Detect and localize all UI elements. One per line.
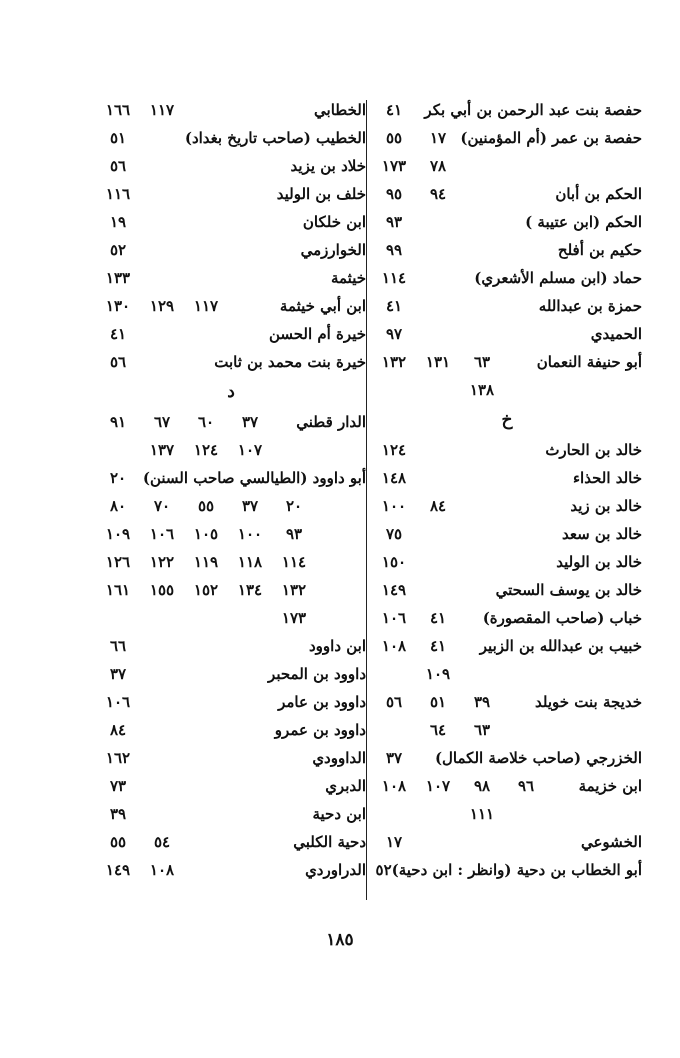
entry-name: أبو حنيفة النعمان xyxy=(536,353,642,371)
page-ref: ٣٧ xyxy=(241,497,259,515)
page-ref: ١٢٩ xyxy=(149,297,175,315)
page-ref: ٥٢ xyxy=(109,241,127,259)
page-ref: ٥١ xyxy=(109,129,127,147)
entry-page-refs xyxy=(372,152,460,180)
page-ref: ١٢٦ xyxy=(105,553,131,571)
entry-name: الداوودي xyxy=(312,749,366,767)
page-ref: ٣٧ xyxy=(109,665,127,683)
index-entry xyxy=(96,464,366,492)
page-ref: ٧٥ xyxy=(385,525,403,543)
page-ref: ٦٧ xyxy=(153,413,171,431)
index-column-left xyxy=(96,96,366,884)
entry-page-refs xyxy=(96,800,140,828)
entry-page-refs xyxy=(372,548,416,576)
entry-page-refs xyxy=(96,408,272,436)
entry-name: داوود بن عمرو xyxy=(274,721,366,739)
page-ref: ١٧٣ xyxy=(381,157,407,175)
index-entry xyxy=(96,828,366,856)
index-entry xyxy=(96,688,366,716)
page-ref: ٥٤ xyxy=(153,833,171,851)
page-ref: ٩٣ xyxy=(385,213,403,231)
section-letter: د xyxy=(227,382,235,402)
column-divider xyxy=(366,100,367,900)
index-entry xyxy=(372,548,642,576)
entry-name: ابن أبي خيثمة xyxy=(279,297,366,315)
entry-page-refs xyxy=(96,436,272,464)
entry-name: خديجة بنت خويلد xyxy=(535,693,642,711)
page-ref: ١٠٧ xyxy=(425,777,451,795)
page-ref: ٩٦ xyxy=(517,777,535,795)
page-ref: ٩٤ xyxy=(429,185,447,203)
page-ref: ١٣١ xyxy=(425,353,451,371)
page-ref: ١٠٥ xyxy=(193,525,219,543)
index-entry xyxy=(96,292,366,320)
index-entry xyxy=(372,828,642,856)
entry-page-refs xyxy=(96,96,184,124)
page-ref: ١٣٣ xyxy=(105,269,131,287)
entry-page-refs xyxy=(96,208,140,236)
index-entry xyxy=(96,152,366,180)
index-entry xyxy=(96,800,366,828)
entry-page-refs xyxy=(372,744,416,772)
page-ref: ٢٠ xyxy=(285,497,303,515)
page-ref: ١٣٠ xyxy=(105,297,131,315)
index-entry xyxy=(96,236,366,264)
entry-page-refs xyxy=(96,180,140,208)
index-entry xyxy=(96,208,366,236)
entry-name: دحية الكلبي xyxy=(293,833,366,851)
page-ref: ٧٣ xyxy=(109,777,127,795)
page-ref: ١١٨ xyxy=(237,553,263,571)
index-entry xyxy=(96,604,366,632)
entry-page-refs xyxy=(372,292,416,320)
index-entry xyxy=(96,436,366,464)
entry-page-refs xyxy=(96,320,140,348)
page-ref: ٤١ xyxy=(385,297,403,315)
entry-name: خالد بن الحارث xyxy=(545,441,642,459)
index-column-right xyxy=(372,96,642,884)
index-entry xyxy=(96,320,366,348)
entry-name: الخطابي xyxy=(314,101,366,119)
page-ref: ٩٧ xyxy=(385,325,403,343)
entry-page-refs xyxy=(96,236,140,264)
entry-name: الحميدي xyxy=(590,325,642,343)
page-ref: ٤١ xyxy=(109,325,127,343)
page-ref: ١٥٠ xyxy=(381,553,407,571)
entry-page-refs xyxy=(372,236,416,264)
page-ref: ١٤٩ xyxy=(381,581,407,599)
page-ref: ١٣٢ xyxy=(281,581,307,599)
page-ref: ١٤٨ xyxy=(381,469,407,487)
entry-name: ابن خلكان xyxy=(302,213,366,231)
page-ref: ٦٣ xyxy=(473,721,491,739)
page-ref: ١٠٠ xyxy=(237,525,263,543)
page-ref: ٣٩ xyxy=(473,693,491,711)
index-entry xyxy=(372,124,642,152)
entry-page-refs xyxy=(96,856,184,884)
index-entry xyxy=(96,492,366,520)
entry-page-refs xyxy=(96,772,140,800)
index-entry xyxy=(372,520,642,548)
index-entry xyxy=(372,264,642,292)
entry-name: ابن دحية xyxy=(312,805,366,823)
index-entry xyxy=(96,772,366,800)
page-ref: ١١٩ xyxy=(193,553,219,571)
entry-page-refs xyxy=(96,548,316,576)
index-entry xyxy=(96,348,366,376)
entry-name: داوود بن المحبر xyxy=(268,665,366,683)
page-number: ١٨٥ xyxy=(326,930,354,950)
entry-name: خالد بن الوليد xyxy=(556,553,642,571)
entry-page-refs xyxy=(372,96,416,124)
entry-page-refs xyxy=(96,124,140,152)
entry-name: خالد بن سعد xyxy=(561,525,642,543)
entry-name: ابن خزيمة xyxy=(578,777,642,795)
page-ref: ٥١ xyxy=(429,693,447,711)
entry-page-refs xyxy=(372,520,416,548)
page-ref: ٨٤ xyxy=(109,721,127,739)
page-ref: ١١٦ xyxy=(105,185,131,203)
page-ref: ١١٤ xyxy=(381,269,407,287)
index-entry xyxy=(372,236,642,264)
entry-name: خلاد بن يزيد xyxy=(290,157,366,175)
page-ref: ٦٠ xyxy=(197,413,215,431)
entry-name: الدراوردي xyxy=(305,861,366,879)
page-ref: ٤١ xyxy=(385,101,403,119)
page-ref: ٦٤ xyxy=(429,721,447,739)
entry-name: داوود بن عامر xyxy=(278,693,366,711)
entry-name: خيرة أم الحسن xyxy=(268,325,366,343)
entry-page-refs xyxy=(96,716,140,744)
entry-page-refs xyxy=(372,464,416,492)
index-entry xyxy=(96,180,366,208)
page-ref: ١٠٧ xyxy=(237,441,263,459)
page-ref: ١٣٧ xyxy=(149,441,175,459)
entry-name: خالد بن زيد xyxy=(570,497,642,515)
page-ref: ٩٣ xyxy=(285,525,303,543)
page-ref: ٨٤ xyxy=(429,497,447,515)
page-ref: ٥٥ xyxy=(109,833,127,851)
entry-page-refs xyxy=(372,208,416,236)
page-ref: ١٠٦ xyxy=(105,693,131,711)
entry-page-refs xyxy=(372,576,416,604)
page-ref: ١٣٢ xyxy=(381,353,407,371)
entry-page-refs xyxy=(372,492,460,520)
page-ref: ٢٠ xyxy=(109,469,127,487)
index-entry xyxy=(96,660,366,688)
entry-page-refs xyxy=(96,744,140,772)
entry-page-refs xyxy=(372,264,416,292)
entry-page-refs xyxy=(96,604,316,632)
entry-name: الخوارزمي xyxy=(300,241,366,259)
page-ref: ١٠٦ xyxy=(381,609,407,627)
page-ref: ٥٦ xyxy=(109,353,127,371)
page-ref: ١٥٥ xyxy=(149,581,175,599)
index-entry xyxy=(96,632,366,660)
entry-page-refs xyxy=(372,800,504,828)
index-entry xyxy=(96,520,366,548)
index-entry xyxy=(372,208,642,236)
entry-name: خلف بن الوليد xyxy=(276,185,366,203)
entry-page-refs xyxy=(96,632,140,660)
entry-page-refs xyxy=(372,632,460,660)
index-entry xyxy=(96,96,366,124)
page-ref: ١٠٦ xyxy=(149,525,175,543)
index-entry xyxy=(372,688,642,716)
page-ref: ١٠٨ xyxy=(381,637,407,655)
index-entry xyxy=(372,856,642,884)
entry-page-refs xyxy=(96,660,140,688)
page-ref: ٨٠ xyxy=(109,497,127,515)
entry-page-refs xyxy=(372,180,460,208)
index-entry xyxy=(372,96,642,124)
page-ref: ٩٨ xyxy=(473,777,491,795)
entry-name: خالد بن يوسف السحتي xyxy=(495,581,642,599)
index-entry xyxy=(372,772,642,800)
entry-page-refs xyxy=(372,604,460,632)
index-entry xyxy=(372,660,642,688)
entry-page-refs xyxy=(372,716,504,744)
page-ref: ٧٨ xyxy=(429,157,447,175)
entry-name: أبو الخطاب بن دحية (وانظر : ابن دحية)٥٢ xyxy=(375,861,642,879)
entry-name: الخشوعي xyxy=(580,833,642,851)
page-ref: ١٥٢ xyxy=(193,581,219,599)
index-entry xyxy=(372,716,642,744)
index-entry xyxy=(372,292,642,320)
section-letter: خ xyxy=(501,410,513,430)
page-ref: ٥٥ xyxy=(197,497,215,515)
entry-page-refs xyxy=(96,828,184,856)
entry-page-refs xyxy=(96,688,140,716)
page-ref: ٤١ xyxy=(429,609,447,627)
page-ref: ١٠٠ xyxy=(381,497,407,515)
entry-name: خيرة بنت محمد بن ثابت xyxy=(214,353,366,371)
entry-page-refs xyxy=(96,576,316,604)
page-ref: ٣٩ xyxy=(109,805,127,823)
page-ref: ١٧ xyxy=(385,833,403,851)
page-ref: ٥٦ xyxy=(109,157,127,175)
index-entry xyxy=(372,436,642,464)
index-entry xyxy=(96,744,366,772)
index-entry xyxy=(372,604,642,632)
page-ref: ٩٩ xyxy=(385,241,403,259)
entry-name: حمزة بن عبدالله xyxy=(538,297,642,315)
index-entry xyxy=(96,548,366,576)
index-entry xyxy=(96,408,366,436)
page-ref: ١٦١ xyxy=(105,581,131,599)
page-ref: ١٣٨ xyxy=(469,381,495,399)
page-ref: ١٢٤ xyxy=(381,441,407,459)
page-ref: ١١٧ xyxy=(193,297,219,315)
index-entry xyxy=(96,856,366,884)
entry-page-refs xyxy=(372,376,504,404)
entry-name: أبو داوود (الطيالسي صاحب السنن) xyxy=(142,469,366,487)
index-entry xyxy=(372,180,642,208)
entry-name: خيثمة xyxy=(330,269,366,287)
entry-name: حكيم بن أفلح xyxy=(557,241,642,259)
index-entry xyxy=(372,800,642,828)
entry-name: خالد الحذاء xyxy=(572,469,642,487)
page-ref: ٥٥ xyxy=(385,129,403,147)
entry-page-refs xyxy=(96,520,316,548)
page-ref: ٧٠ xyxy=(153,497,171,515)
page-ref: ١٤٩ xyxy=(105,861,131,879)
index-entry xyxy=(96,576,366,604)
page-ref: ١١٧ xyxy=(149,101,175,119)
entry-name: الدار قطني xyxy=(296,413,366,431)
entry-name: الحكم (ابن عتيبة ) xyxy=(525,213,642,231)
entry-page-refs xyxy=(372,436,416,464)
entry-page-refs xyxy=(96,292,228,320)
page-ref: ١٧ xyxy=(429,129,447,147)
page-ref: ١١٤ xyxy=(281,553,307,571)
entry-page-refs xyxy=(372,772,548,800)
index-entry xyxy=(372,376,642,404)
entry-name: ابن داوود xyxy=(309,637,366,655)
entry-page-refs xyxy=(372,320,416,348)
index-entry xyxy=(372,576,642,604)
index-entry xyxy=(372,492,642,520)
entry-page-refs xyxy=(372,828,416,856)
page-ref: ١٦٦ xyxy=(105,101,131,119)
entry-name: الدبري xyxy=(325,777,366,795)
entry-page-refs xyxy=(96,152,140,180)
entry-name: الحكم بن أبان xyxy=(555,185,642,203)
page-ref: ٦٣ xyxy=(473,353,491,371)
entry-name: الخطيب (صاحب تاريخ بغداد) xyxy=(184,129,366,147)
index-entry xyxy=(372,464,642,492)
index-entry xyxy=(96,124,366,152)
page-ref: ١٠٨ xyxy=(149,861,175,879)
index-entry xyxy=(372,744,642,772)
index-entry xyxy=(96,264,366,292)
page-ref: ١٠٩ xyxy=(105,525,131,543)
entry-name: حماد (ابن مسلم الأشعري) xyxy=(474,269,642,287)
page-ref: ١٣٤ xyxy=(237,581,263,599)
entry-page-refs xyxy=(372,348,504,376)
entry-name: خبيب بن عبدالله بن الزبير xyxy=(479,637,642,655)
index-entry xyxy=(372,632,642,660)
page-ref: ٣٧ xyxy=(385,749,403,767)
entry-page-refs xyxy=(372,688,504,716)
entry-name: حفصة بن عمر (أم المؤمنين) xyxy=(460,129,642,147)
page-ref: ٥٦ xyxy=(385,693,403,711)
index-entry xyxy=(372,348,642,376)
entry-page-refs xyxy=(96,464,140,492)
page-ref: ٩١ xyxy=(109,413,127,431)
entry-page-refs xyxy=(96,264,140,292)
entry-name: خباب (صاحب المقصورة) xyxy=(482,609,642,627)
page-ref: ٣٧ xyxy=(241,413,259,431)
index-entry xyxy=(372,152,642,180)
entry-page-refs xyxy=(372,660,460,688)
entry-page-refs xyxy=(96,348,140,376)
page-ref: ١٩ xyxy=(109,213,127,231)
page-ref: ١٧٣ xyxy=(281,609,307,627)
page-ref: ١٢٢ xyxy=(149,553,175,571)
page-ref: ١٠٨ xyxy=(381,777,407,795)
entry-name: الخزرجي (صاحب خلاصة الكمال) xyxy=(434,749,642,767)
entry-page-refs xyxy=(372,124,460,152)
entry-name: حفصة بنت عبد الرحمن بن أبي بكر xyxy=(424,101,642,119)
index-entry xyxy=(372,320,642,348)
page-ref: ١١١ xyxy=(469,805,495,823)
index-entry xyxy=(96,716,366,744)
page-ref: ٩٥ xyxy=(385,185,403,203)
page-ref: ١٠٩ xyxy=(425,665,451,683)
page-ref: ٤١ xyxy=(429,637,447,655)
page-ref: ١٦٢ xyxy=(105,749,131,767)
entry-page-refs xyxy=(96,492,316,520)
page-ref: ٦٦ xyxy=(109,637,127,655)
page-ref: ١٢٤ xyxy=(193,441,219,459)
